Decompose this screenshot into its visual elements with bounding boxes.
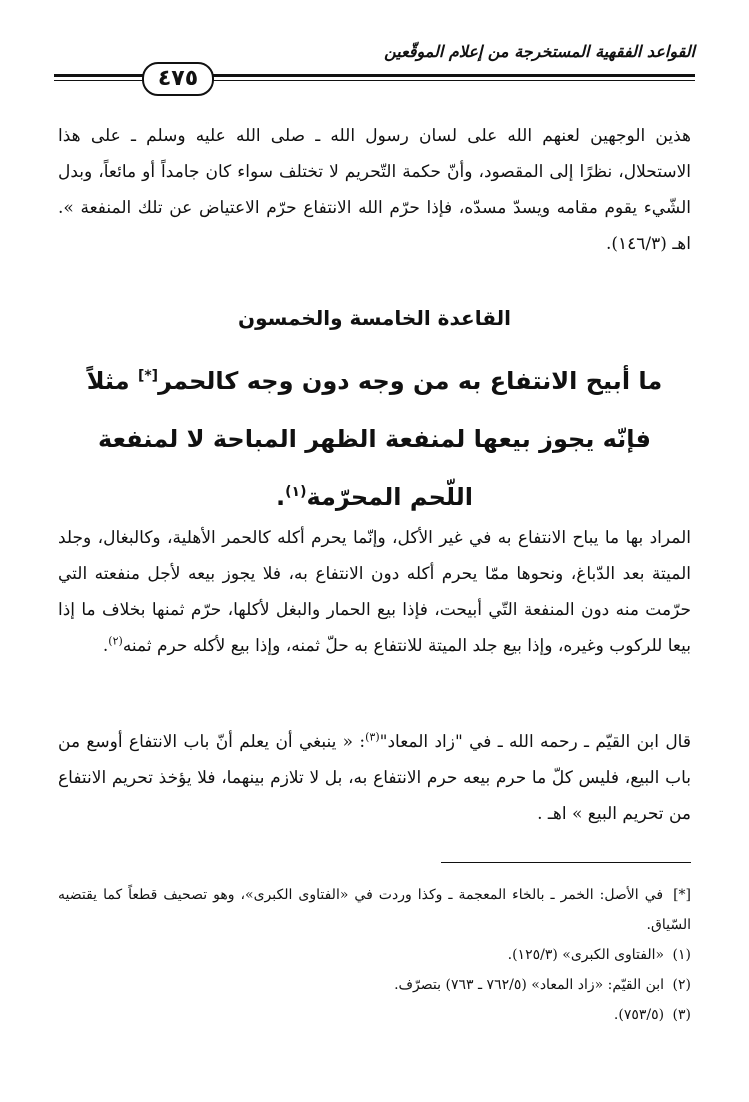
footnotes (58, 880, 691, 1030)
rule-title-continuation: مثلاً فإنّه يجوز بيعها لمنفعة الظهر المباحة لا لمنفعة اللّحم المحرّمة (86, 367, 651, 511)
footnote-item (58, 880, 691, 940)
footnote-separator (441, 862, 691, 863)
rule-title-text: ما أبيح الانتفاع به من وجه دون وجه كالحمر (158, 367, 663, 395)
rule-title-marker: [*] (137, 368, 159, 384)
footnote-marker: (٣) (672, 1007, 691, 1023)
footnote-text: في الأصل: الخمر ـ بالخاء المعجمة ـ وكذا وردت في «الفتاوى الكبرى»، وهو تصحيف قطعاً كما يقتضيه السّياق. (58, 887, 691, 933)
footnote-item (58, 970, 691, 1000)
footnote-marker: [*] (673, 887, 692, 903)
paragraph-explanation (58, 520, 691, 664)
page-number: ٤٧٥ (142, 62, 214, 96)
footnote-text: ابن القيّم: «زاد المعاد» (٧٦٢/٥ ـ ٧٦٣) بتصرّف. (394, 977, 665, 993)
footnote-item (58, 940, 691, 970)
footnote-item (58, 1000, 691, 1030)
footnote-ref-3: (٣) (365, 730, 380, 744)
paragraph-quote-intro: قال ابن القيّم ـ رحمه الله ـ في "زاد المعاد" (379, 732, 691, 752)
footnote-marker: (١) (672, 947, 691, 963)
running-head-title: القواعد الفقهية المستخرجة من إعلام الموقّعين (384, 42, 695, 61)
paragraph-quote-text: : « ينبغي أن يعلم أنّ باب الانتفاع أوسع من باب البيع، فليس كلّ ما حرم بيعه حرم الانتفاع به، بل لا تلازم بينهما، فلا يؤخذ تحريم الانتفاع من تحريم البيع » اهـ . (58, 732, 691, 824)
rule-heading: القاعدة الخامسة والخمسون (238, 306, 511, 330)
rule-title-end: . (276, 483, 286, 511)
paragraph-continuation: هذين الوجهين لعنهم الله على لسان رسول الله ـ صلى الله عليه وسلم ـ على هذا الاستحلال، نظرًا إلى المقصود، وأنّ حكمة التّحريم لا تختلف سواء كان جامداً أو مائعاً، وبدل الشّيء يقوم مقامه ويسدّ مسدّه، فإذا حرّم الله الانتفاع حرّم الاعتياض عن تلك المنفعة ». اهـ (١٤٦/٣). (58, 126, 691, 254)
rule-title-footnote-ref: (١) (285, 484, 307, 500)
footnote-text: «الفتاوى الكبرى» (١٢٥/٣). (507, 947, 665, 963)
footnote-ref-2: (٢) (108, 634, 123, 648)
paragraph-quote (58, 724, 691, 832)
footnote-text: (٧٥٣/٥). (613, 1007, 665, 1023)
footnote-marker: (٢) (672, 977, 691, 993)
rule-title (80, 352, 669, 526)
paragraph-explanation-text: المراد بها ما يباح الانتفاع به في غير الأكل، وإنّما يحرم أكله كالحمر الأهلية، وكالبغال، وجلد الميتة بعد الدّباغ، ونحوها ممّا يحرم أكله دون الانتفاع به، فلا يجوز بيعه لأجل منفعته التي حرّمت منه دون المنفعة التّي أبيحت، فإذا بيع الحمار والبغل لأكلها، حرّم ثمنها بخلاف ما إذا بيعا للركوب وغيره، وإذا بيع جلد الميتة للانتفاع به حلّ ثمنه، وإذا بيع لأكله حرم ثمنه (58, 528, 691, 656)
paragraph-explanation-end: . (102, 636, 109, 656)
